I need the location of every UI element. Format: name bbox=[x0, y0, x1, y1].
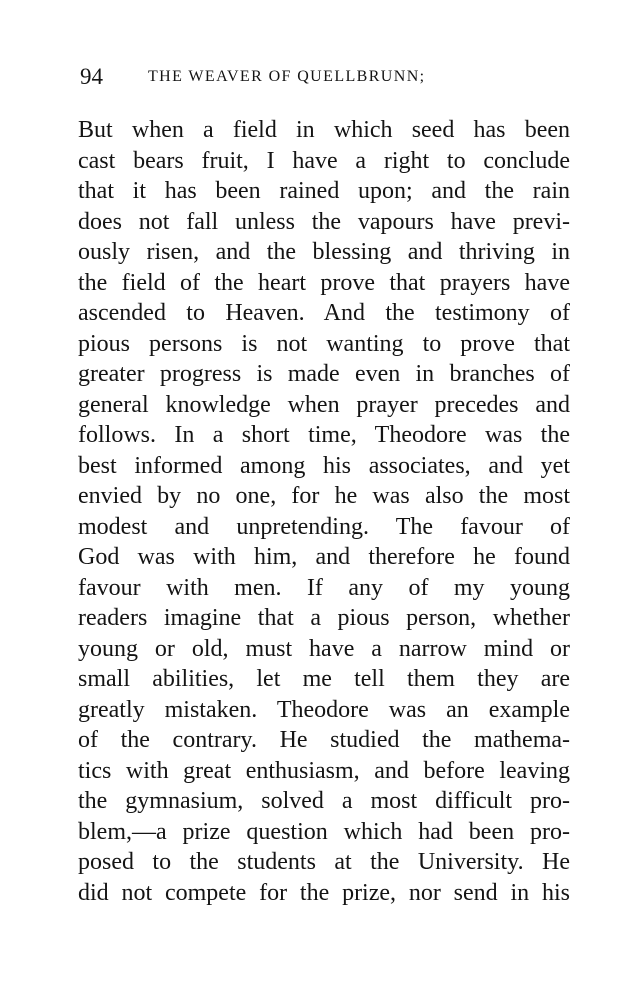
text-line: favour with men. If any of my young bbox=[78, 574, 570, 601]
text-line: pious persons is not wanting to prove that bbox=[78, 330, 570, 357]
text-line: God was with him, and therefore he found bbox=[78, 544, 570, 570]
text-line: envied by no one, for he was also the most bbox=[78, 483, 570, 509]
text-line: the field of the heart prove that prayers have bbox=[78, 269, 570, 296]
text-line: blem,—a prize question which had been pro- bbox=[78, 818, 570, 845]
text-line: does not fall unless the vapours have previ- bbox=[78, 208, 570, 235]
text-line: general knowledge when prayer precedes and bbox=[78, 391, 570, 418]
running-title: THE WEAVER OF QUELLBRUNN; bbox=[148, 68, 426, 85]
text-line: small abilities, let me tell them they are bbox=[78, 666, 570, 692]
text-line: But when a field in which seed has been bbox=[78, 117, 570, 143]
text-line: cast bears fruit, I have a right to conclude bbox=[78, 147, 570, 174]
text-line: readers imagine that a pious person, whether bbox=[78, 605, 570, 631]
text-line: follows. In a short time, Theodore was the bbox=[78, 422, 570, 448]
text-line: of the contrary. He studied the mathema- bbox=[78, 727, 570, 753]
running-head bbox=[80, 62, 570, 92]
text-line: best informed among his associates, and yet bbox=[78, 452, 570, 479]
text-line: young or old, must have a narrow mind or bbox=[78, 635, 570, 662]
text-line: ously risen, and the blessing and thriving in bbox=[78, 239, 570, 265]
body-text bbox=[78, 115, 570, 908]
text-line: ascended to Heaven. And the testimony of bbox=[78, 300, 570, 326]
page-number: 94 bbox=[80, 64, 103, 89]
text-line: posed to the students at the University. He bbox=[78, 849, 570, 875]
text-line: tics with great enthusiasm, and before leaving bbox=[78, 757, 570, 784]
text-line: did not compete for the prize, nor send in his bbox=[78, 879, 570, 906]
text-line: that it has been rained upon; and the rain bbox=[78, 178, 570, 204]
text-line: modest and unpretending. The favour of bbox=[78, 513, 570, 540]
text-line: greatly mistaken. Theodore was an example bbox=[78, 696, 570, 723]
text-line: greater progress is made even in branches of bbox=[78, 361, 570, 387]
text-line: the gymnasium, solved a most difficult pro- bbox=[78, 788, 570, 814]
